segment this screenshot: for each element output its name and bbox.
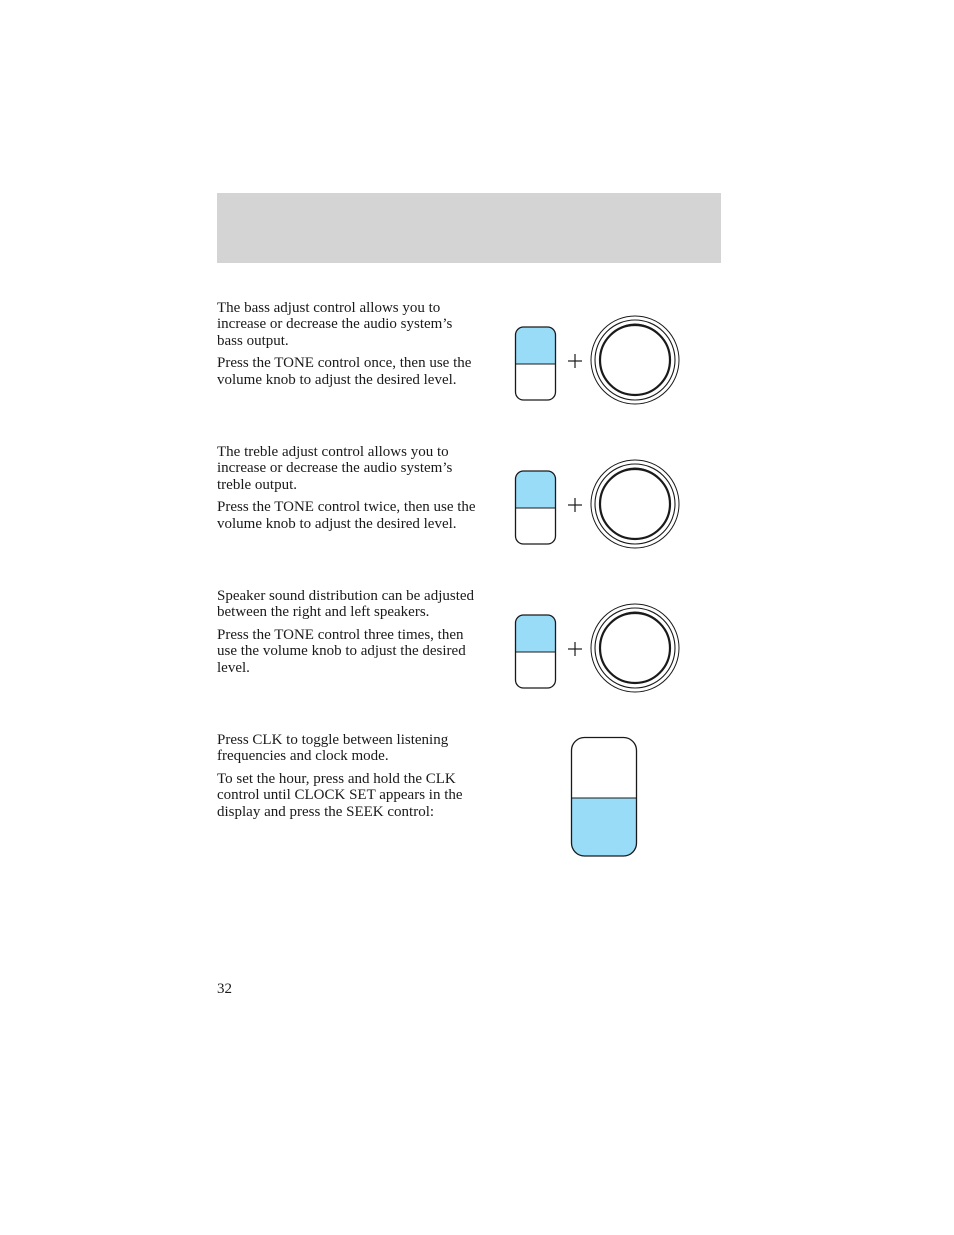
clk-button-diagram (566, 732, 642, 862)
balance-adjust-section (217, 588, 477, 682)
clk-rocker-button-icon (572, 738, 637, 857)
plus-icon (568, 498, 582, 512)
volume-knob-icon (591, 604, 679, 692)
volume-knob-icon (591, 316, 679, 404)
bass-tone-diagram (510, 312, 685, 407)
treble-adjust-section (217, 444, 477, 538)
bass-description: The bass adjust control allows you to increase or decrease the audio system’s bass output. (217, 300, 453, 349)
section-header-bar (217, 193, 721, 263)
rocker-button-icon (516, 327, 556, 400)
plus-icon (568, 642, 582, 656)
clock-instructions: To set the hour, press and hold the CLK control until CLOCK SET appears in the display and press the SEEK control: (217, 770, 463, 820)
clock-section (217, 732, 477, 826)
page-number: 32 (217, 981, 232, 997)
clock-description: Press CLK to toggle between listening frequencies and clock mode. (217, 732, 449, 765)
rocker-button-icon (516, 615, 556, 688)
plus-icon (568, 354, 582, 368)
bass-instructions: Press the TONE control once, then use the volume knob to adjust the desired level. (217, 355, 472, 388)
treble-tone-diagram (510, 456, 685, 551)
bass-adjust-section (217, 300, 477, 394)
balance-instructions: Press the TONE control three times, then use the volume knob to adjust the desired level. (217, 626, 466, 676)
balance-description: Speaker sound distribution can be adjusted between the right and left speakers. (217, 588, 475, 621)
rocker-button-icon (516, 471, 556, 544)
balance-tone-diagram (510, 600, 685, 695)
treble-instructions: Press the TONE control twice, then use the volume knob to adjust the desired level. (217, 499, 476, 532)
treble-description: The treble adjust control allows you to increase or decrease the audio system’s treble output. (217, 444, 453, 493)
volume-knob-icon (591, 460, 679, 548)
